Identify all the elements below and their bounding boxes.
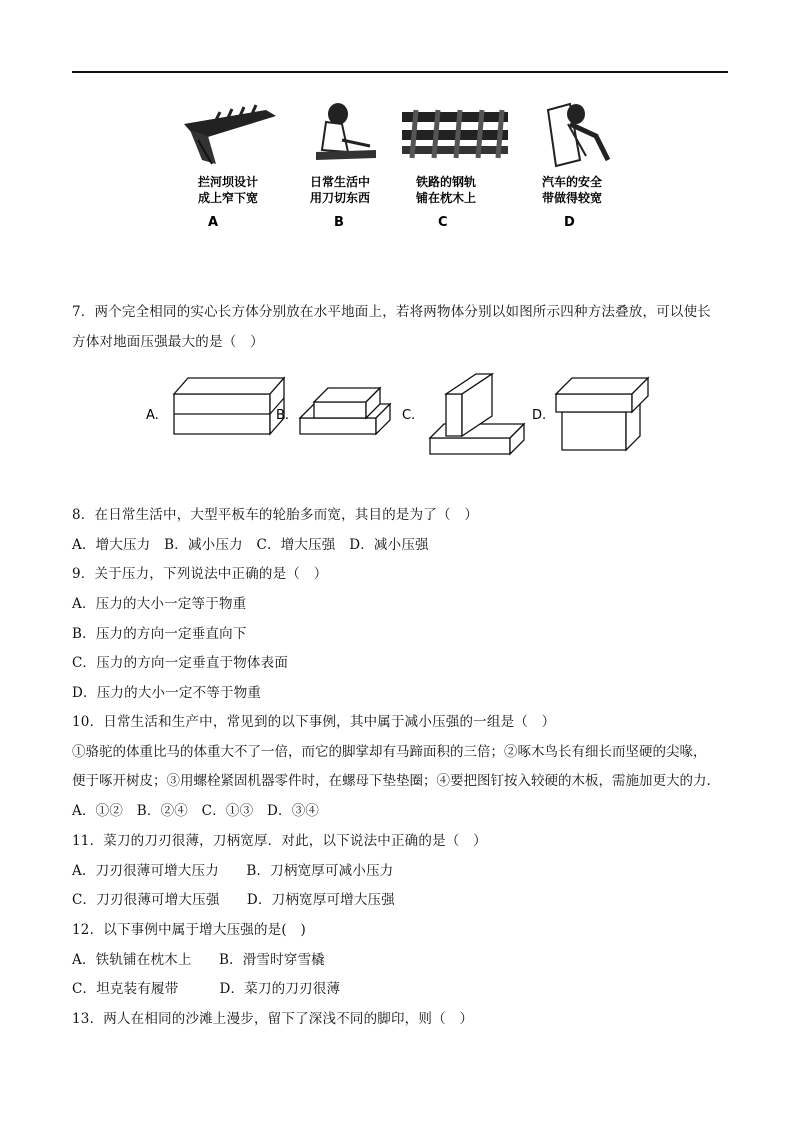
option-label-d: D.	[532, 408, 547, 423]
caption-b-line2: 用刀切东西	[310, 191, 371, 205]
question-10-stem: 10．日常生活和生产中，常见到的以下事例，其中属于减小压强的一组是（ ）	[72, 714, 556, 730]
question-9-stem: 9．关于压力，下列说法中正确的是（ ）	[72, 566, 328, 582]
option-label-b: B.	[276, 408, 290, 423]
figure-6-letter-a: A	[208, 215, 219, 230]
caption-c-line1: 铁路的钢轨	[416, 175, 477, 189]
caption-d-line2: 带做得较宽	[542, 191, 603, 205]
figure-6-letter-d: D	[564, 215, 575, 230]
caption-d-line1: 汽车的安全	[542, 175, 603, 189]
question-8-stem: 8．在日常生活中，大型平板车的轮胎多而宽，其目的是为了（ ）	[72, 507, 479, 523]
stacking-option-b	[300, 388, 390, 434]
question-10-line-3: 便于啄开树皮；③用螺栓紧固机器零件时，在螺母下垫垫圈；④要把图钉按入较硬的木板，需施加更大的力.	[72, 773, 711, 789]
question-11-options-row-2: C．刀刃很薄可增大压强 D．刀柄宽厚可增大压强	[72, 892, 395, 908]
stacking-option-a	[174, 378, 284, 434]
question-9-option-c: C．压力的方向一定垂直于物体表面	[72, 655, 289, 671]
caption-b-line1: 日常生活中	[310, 175, 371, 189]
question-9-option-b: B．压力的方向一定垂直向下	[72, 626, 247, 642]
question-12-options-row-2: C．坦克装有履带 D．菜刀的刀刃很薄	[72, 981, 341, 997]
dam-illustration	[184, 105, 276, 164]
rails-illustration	[402, 110, 508, 158]
seat-belt-illustration	[548, 104, 608, 166]
person-cutting-illustration	[316, 103, 376, 160]
caption-c-line2: 铺在枕木上	[416, 191, 477, 205]
question-7-figure	[140, 372, 660, 460]
question-7-line-1: 7．两个完全相同的实心长方体分别放在水平地面上，若将两物体分别以如图所示四种方法叠放，可以使长	[72, 304, 711, 320]
question-10-line-2: ①骆驼的体重比马的体重大不了一倍，而它的脚掌却有马蹄面积的三倍；②啄木鸟长有细长而坚硬的尖喙，	[72, 744, 707, 760]
question-12-stem: 12．以下事例中属于增大压强的是( )	[72, 922, 307, 938]
question-10-options: A．①② B．②④ C．①③ D．③④	[72, 803, 320, 819]
option-label-a: A.	[146, 408, 159, 423]
question-11-stem: 11．菜刀的刀刃很薄，刀柄宽厚．对此，以下说法中正确的是（ ）	[72, 833, 487, 849]
question-9-option-d: D．压力的大小一定不等于物重	[72, 685, 262, 701]
option-label-c: C.	[402, 408, 416, 423]
question-9-option-a: A．压力的大小一定等于物重	[72, 596, 247, 612]
question-7-line-2: 方体对地面压强最大的是（ ）	[72, 334, 264, 350]
page-top-rule	[72, 71, 728, 73]
caption-a-line2: 成上窄下宽	[198, 191, 259, 205]
question-12-options-row-1: A．铁轨铺在枕木上 B．滑雪时穿雪橇	[72, 952, 325, 968]
question-8-options: A．增大压力 B．减小压力 C．增大压强 D．减小压强	[72, 537, 429, 553]
question-11-options-row-1: A．刀刃很薄可增大压力 B．刀柄宽厚可减小压力	[72, 863, 394, 879]
stacking-option-d	[556, 378, 648, 450]
question-13-stem: 13．两人在相同的沙滩上漫步，留下了深浅不同的脚印，则（ ）	[72, 1011, 474, 1027]
figure-6-letter-b: B	[334, 215, 344, 230]
caption-a-line1: 拦河坝设计	[198, 175, 259, 189]
figure-6-letter-c: C	[438, 215, 448, 230]
question-6-figure	[176, 100, 636, 232]
stacking-option-c	[430, 374, 524, 454]
